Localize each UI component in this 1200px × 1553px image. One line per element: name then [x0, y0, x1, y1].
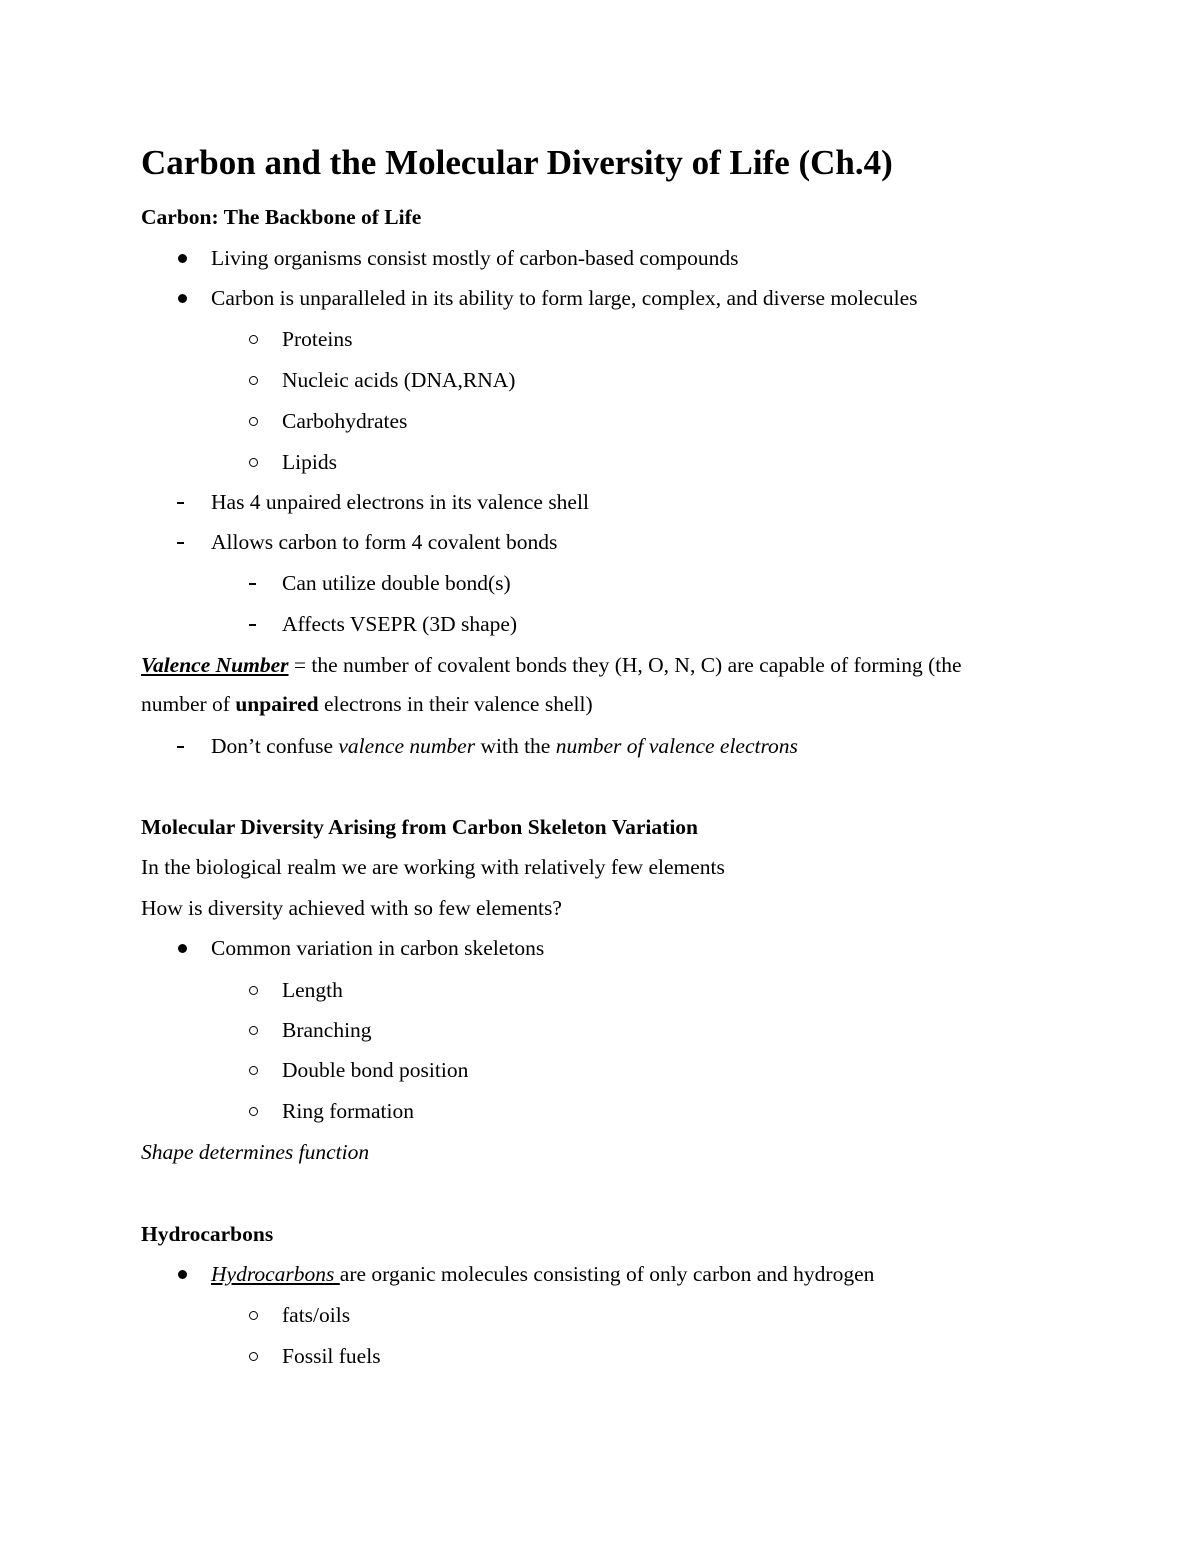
sub-bullet-marker [249, 376, 258, 385]
note-text: Don’t confuse [211, 734, 339, 758]
bullet-marker [178, 944, 187, 953]
list-item: Allows carbon to form 4 covalent bonds [211, 530, 558, 554]
sub-bullet-marker [249, 1311, 258, 1320]
list-item: Fossil fuels [282, 1344, 381, 1368]
list-item: Ring formation [282, 1099, 414, 1123]
paragraph-line: In the biological realm we are working with relatively few elements [141, 855, 725, 879]
sub-bullet-marker [249, 1026, 258, 1035]
sub-bullet-marker [249, 1066, 258, 1075]
valence-definition-line-2 [141, 690, 593, 718]
list-item: Common variation in carbon skeletons [211, 936, 545, 960]
list-item: Affects VSEPR (3D shape) [282, 612, 518, 636]
dash-marker [249, 624, 256, 626]
list-item: Branching [282, 1018, 372, 1042]
hydrocarbons-definition: are organic molecules consisting of only carbon and hydrogen [339, 1262, 875, 1286]
list-item: Lipids [282, 450, 337, 474]
list-item: Living organisms consist mostly of carbon-based compounds [211, 246, 739, 270]
section-heading-molecular-diversity: Molecular Diversity Arising from Carbon Skeleton Variation [141, 815, 698, 839]
sub-bullet-marker [249, 1107, 258, 1116]
shape-function-note: Shape determines function [141, 1140, 370, 1164]
bullet-marker [178, 254, 187, 263]
bullet-marker [178, 294, 187, 303]
dash-marker [177, 502, 184, 504]
list-item: Nucleic acids (DNA,RNA) [282, 368, 516, 392]
definition-text: electrons in their valence shell) [318, 692, 593, 716]
sub-bullet-marker [249, 1352, 258, 1361]
valence-definition-text: = the number of covalent bonds they (H, O, N, C) are capable of forming (the [288, 653, 962, 677]
list-item [211, 732, 798, 760]
dash-marker [177, 542, 184, 544]
definition-text: number of [141, 692, 236, 716]
list-item: Proteins [282, 327, 353, 351]
valence-definition-line-1 [141, 651, 962, 679]
hydrocarbons-term: Hydrocarbons [211, 1262, 340, 1286]
note-italic: valence number [338, 734, 476, 758]
dash-marker [177, 746, 184, 748]
list-item: Double bond position [282, 1058, 469, 1082]
bullet-marker [178, 1270, 187, 1279]
note-italic: number of valence electrons [555, 734, 798, 758]
unpaired-emphasis: unpaired [235, 692, 319, 716]
list-item: Carbohydrates [282, 409, 408, 433]
list-item: Length [282, 978, 343, 1002]
section-heading-hydrocarbons: Hydrocarbons [141, 1222, 274, 1246]
section-heading-carbon-backbone: Carbon: The Backbone of Life [141, 205, 422, 229]
valence-number-term: Valence Number [141, 653, 289, 677]
list-item: Carbon is unparalleled in its ability to form large, complex, and diverse molecules [211, 286, 918, 310]
sub-bullet-marker [249, 986, 258, 995]
list-item: Can utilize double bond(s) [282, 571, 511, 595]
list-item [211, 1260, 874, 1288]
paragraph-line: How is diversity achieved with so few elements? [141, 896, 562, 920]
list-item: fats/oils [282, 1303, 351, 1327]
sub-bullet-marker [249, 458, 258, 467]
page-title: Carbon and the Molecular Diversity of Life (Ch.4) [141, 143, 893, 182]
dash-marker [249, 583, 256, 585]
list-item: Has 4 unpaired electrons in its valence shell [211, 490, 589, 514]
note-text: with the [475, 734, 556, 758]
sub-bullet-marker [249, 417, 258, 426]
sub-bullet-marker [249, 335, 258, 344]
